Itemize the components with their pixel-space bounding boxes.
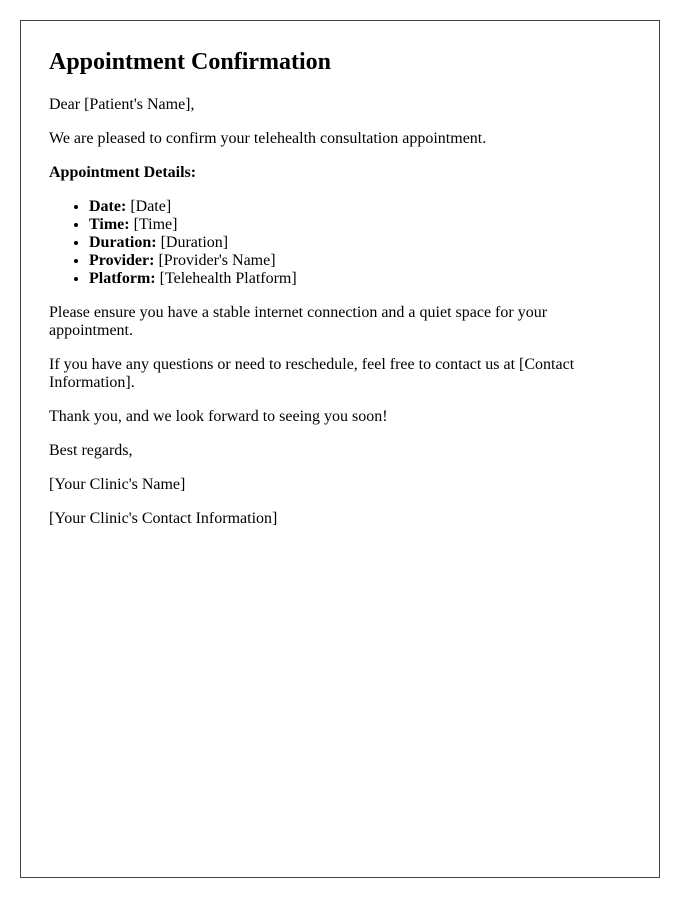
detail-item-time bbox=[89, 216, 631, 234]
detail-item-platform bbox=[89, 270, 631, 288]
detail-value: [Duration] bbox=[156, 234, 229, 251]
clinic-contact: [Your Clinic's Contact Information] bbox=[49, 510, 278, 527]
detail-label: Platform: bbox=[89, 270, 156, 287]
closing-line: Best regards, bbox=[49, 442, 133, 459]
detail-item-provider bbox=[89, 252, 631, 270]
connection-note: Please ensure you have a stable internet connection and a quiet space for your appointment. bbox=[49, 304, 548, 339]
detail-label: Duration: bbox=[89, 234, 157, 251]
detail-value: [Date] bbox=[126, 198, 172, 215]
details-heading: Appointment Details: bbox=[49, 164, 197, 181]
detail-label: Time: bbox=[89, 216, 130, 233]
letter-page bbox=[20, 20, 660, 878]
page-title: Appointment Confirmation bbox=[49, 49, 332, 75]
detail-label: Date: bbox=[89, 198, 127, 215]
detail-value: [Telehealth Platform] bbox=[155, 270, 297, 287]
details-list bbox=[49, 198, 631, 288]
detail-value: [Time] bbox=[129, 216, 178, 233]
detail-label: Provider: bbox=[89, 252, 155, 269]
intro-paragraph: We are pleased to confirm your telehealth consultation appointment. bbox=[49, 130, 487, 147]
detail-item-duration bbox=[89, 234, 631, 252]
detail-value: [Provider's Name] bbox=[154, 252, 276, 269]
clinic-name: [Your Clinic's Name] bbox=[49, 476, 186, 493]
thanks-line: Thank you, and we look forward to seeing you soon! bbox=[49, 408, 388, 425]
greeting: Dear [Patient's Name], bbox=[49, 96, 195, 113]
detail-item-date bbox=[89, 198, 631, 216]
contact-note: If you have any questions or need to reschedule, feel free to contact us at [Contact Information]. bbox=[49, 356, 575, 391]
